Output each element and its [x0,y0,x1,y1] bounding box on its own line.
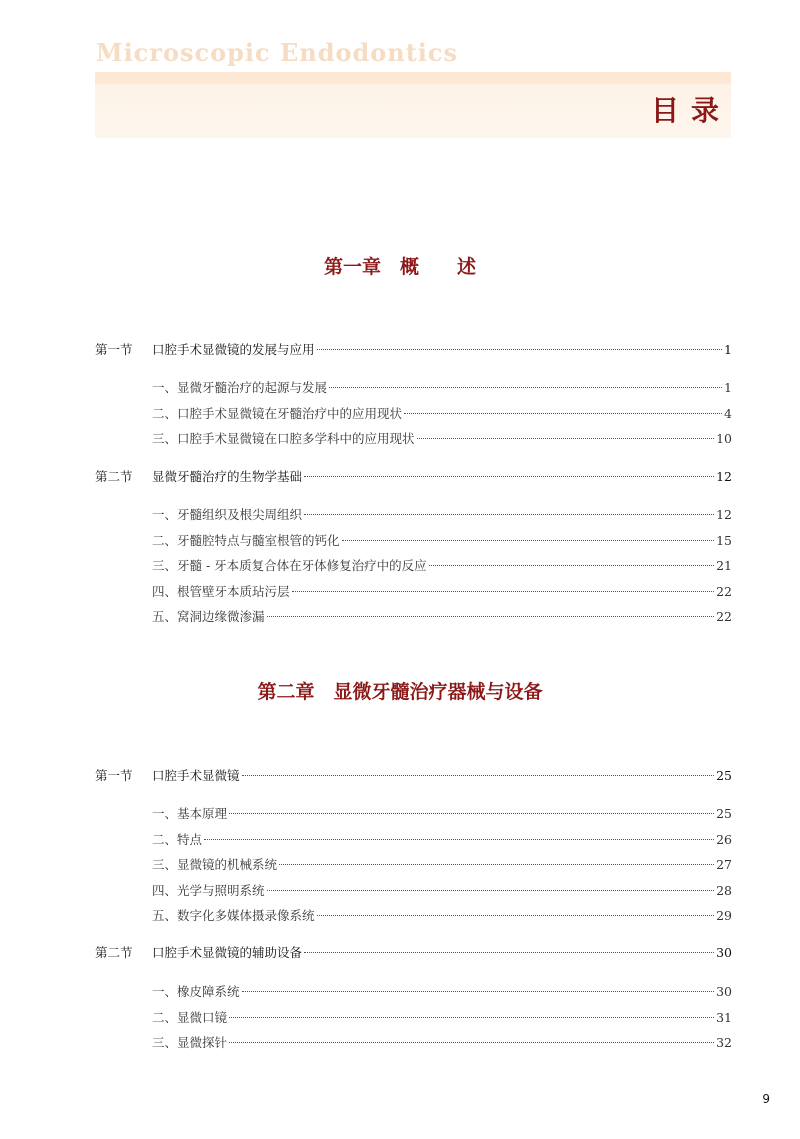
page-ref: 15 [716,533,732,548]
entry-title: 三、显微镜的机械系统 [152,857,278,872]
dot-leader [204,839,714,840]
chapter-title: 第一章 概 述 [323,256,476,278]
entry-title: 四、根管壁牙本质玷污层 [152,584,290,599]
toc-heading: 目录 [650,94,731,127]
dot-leader [229,1042,714,1043]
page-ref: 27 [716,857,732,872]
toc-entry[interactable] [152,907,732,925]
page-ref: 4 [724,406,732,421]
page-ref: 25 [716,806,732,821]
toc-entry[interactable] [152,831,732,849]
page-ref: 32 [716,1035,732,1050]
entry-title: 一、橡皮障系统 [152,984,240,999]
page-ref: 22 [716,584,732,599]
chapter-title: 第二章 显微牙髓治疗器械与设备 [257,681,543,703]
dot-leader [304,952,714,953]
entry-title: 一、牙髓组织及根尖周组织 [152,507,303,522]
page-ref: 21 [716,558,732,573]
toc-entry[interactable] [152,983,732,1001]
section-title: 显微牙髓治疗的生物学基础 [152,469,303,484]
toc-entry[interactable] [152,805,732,823]
toc-section-entry[interactable] [95,944,732,962]
section-number: 第二节 [95,945,133,960]
dot-leader [404,413,722,414]
toc-entry[interactable] [152,1034,732,1052]
entry-title: 三、口腔手术显微镜在口腔多学科中的应用现状 [152,431,415,446]
page-ref: 29 [716,908,732,923]
page-ref: 12 [716,469,732,484]
entry-title: 二、牙髓腔特点与髓室根管的钙化 [152,533,340,548]
toc-entry[interactable] [152,405,732,423]
entry-title: 二、特点 [152,832,203,847]
section-title: 口腔手术显微镜的辅助设备 [152,945,303,960]
dot-leader [292,591,715,592]
page-ref: 25 [716,768,732,783]
dot-leader [304,476,714,477]
page-ref: 12 [716,507,732,522]
section-title: 口腔手术显微镜的发展与应用 [152,342,315,357]
page-ref: 30 [716,945,732,960]
dot-leader [242,775,715,776]
page-ref: 26 [716,832,732,847]
dot-leader [242,991,715,992]
entry-title: 四、光学与照明系统 [152,883,265,898]
toc-entry[interactable] [152,882,732,900]
header-band [95,72,731,138]
dot-leader [317,915,715,916]
toc-section-entry[interactable] [95,468,732,486]
dot-leader [329,387,722,388]
entry-title: 二、口腔手术显微镜在牙髓治疗中的应用现状 [152,406,403,421]
entry-title: 三、显微探针 [152,1035,228,1050]
page-ref: 28 [716,883,732,898]
toc-entry[interactable] [152,430,732,448]
toc-entry[interactable] [152,1009,732,1027]
dot-leader [229,813,714,814]
toc-entry[interactable] [152,557,732,575]
dot-leader [429,565,714,566]
page-ref: 10 [716,431,732,446]
toc-entry[interactable] [152,379,732,397]
toc-section-entry[interactable] [95,767,732,785]
section-number: 第一节 [95,768,133,783]
toc-entry[interactable] [152,532,732,550]
toc-entry[interactable] [152,583,732,601]
dot-leader [279,864,714,865]
dot-leader [342,540,715,541]
page-ref: 31 [716,1010,732,1025]
page-ref: 1 [724,380,732,395]
section-number: 第一节 [95,342,133,357]
entry-title: 一、显微牙髓治疗的起源与发展 [152,380,328,395]
entry-title: 二、显微口镜 [152,1010,228,1025]
entry-title: 三、牙髓 - 牙本质复合体在牙体修复治疗中的反应 [152,558,427,573]
entry-title: 五、窝洞边缘微渗漏 [152,609,265,624]
toc-entry[interactable] [152,506,732,524]
dot-leader [267,890,715,891]
toc-entry[interactable] [152,856,732,874]
page-number: 9 [762,1092,770,1106]
section-title: 口腔手术显微镜 [152,768,240,783]
section-number: 第二节 [95,469,133,484]
page-ref: 22 [716,609,732,624]
toc-section-entry[interactable] [95,341,732,359]
page-ref: 1 [724,342,732,357]
dot-leader [317,349,723,350]
entry-title: 一、基本原理 [152,806,228,821]
dot-leader [304,514,714,515]
dot-leader [267,616,715,617]
dot-leader [229,1017,714,1018]
page-ref: 30 [716,984,732,999]
entry-title: 五、数字化多媒体摄录像系统 [152,908,315,923]
book-title: Microscopic Endodontics [96,38,459,67]
dot-leader [417,438,715,439]
toc-entry[interactable] [152,608,732,626]
